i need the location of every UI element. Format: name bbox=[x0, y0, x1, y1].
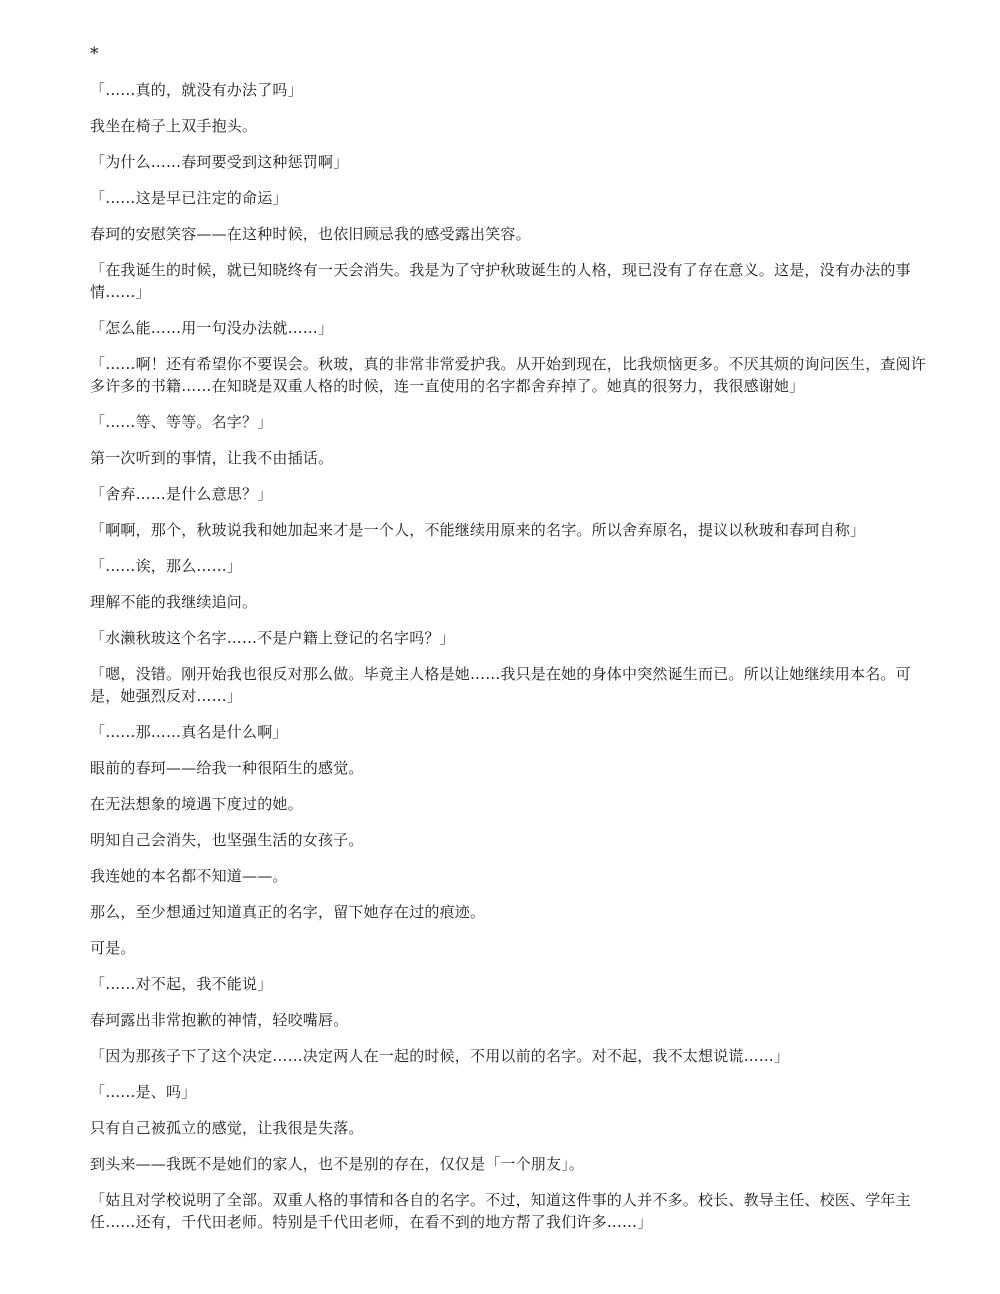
paragraph: 可是。 bbox=[90, 939, 136, 957]
paragraph: 在无法想象的境遇下度过的她。 bbox=[90, 795, 303, 813]
paragraph: 「……等、等等。名字？」 bbox=[90, 413, 273, 431]
paragraph: 「姑且对学校说明了全部。双重人格的事情和各自的名字。不过，知道这件事的人并不多。校长、教导主任、校医、学年主任……还有，千代田老师。特别是千代田老师，在看不到的地方帮了我们许多……」 bbox=[90, 1191, 911, 1231]
paragraph: 那么，至少想通过知道真正的名字，留下她存在过的痕迹。 bbox=[90, 903, 486, 921]
paragraph: 「舍弃……是什么意思？」 bbox=[90, 485, 273, 503]
paragraph: 眼前的春珂——给我一种很陌生的感觉。 bbox=[90, 759, 364, 777]
paragraph: 「水濑秋玻这个名字……不是户籍上登记的名字吗？」 bbox=[90, 629, 455, 647]
paragraph: 明知自己会消失，也坚强生活的女孩子。 bbox=[90, 831, 364, 849]
paragraph: 只有自己被孤立的感觉，让我很是失落。 bbox=[90, 1119, 364, 1137]
paragraph: 春珂的安慰笑容——在这种时候，也依旧顾忌我的感受露出笑容。 bbox=[90, 225, 531, 243]
section-separator: * bbox=[90, 44, 99, 64]
paragraph: 春珂露出非常抱歉的神情，轻咬嘴唇。 bbox=[90, 1011, 349, 1029]
paragraph: 「啊啊，那个，秋玻说我和她加起来才是一个人，不能继续用原来的名字。所以舍弃原名，提议以秋玻和春珂自称」 bbox=[90, 521, 866, 539]
paragraph: 「嗯，没错。刚开始我也很反对那么做。毕竟主人格是她……我只是在她的身体中突然诞生而已。所以让她继续用本名。可是，她强烈反对……」 bbox=[90, 665, 911, 705]
paragraph: 「为什么……春珂要受到这种惩罚啊」 bbox=[90, 153, 349, 171]
paragraph: 理解不能的我继续追问。 bbox=[90, 593, 258, 611]
paragraph: 「……对不起，我不能说」 bbox=[90, 975, 273, 993]
paragraph: 我坐在椅子上双手抱头。 bbox=[90, 117, 258, 135]
paragraph: 「……真的，就没有办法了吗」 bbox=[90, 81, 303, 99]
paragraph: 「……那……真名是什么啊」 bbox=[90, 723, 288, 741]
paragraph: 「怎么能……用一句没办法就……」 bbox=[90, 319, 334, 337]
paragraph: 「在我诞生的时候，就已知晓终有一天会消失。我是为了守护秋玻诞生的人格，现已没有了存在意义。这是，没有办法的事情……」 bbox=[90, 261, 911, 301]
paragraph: 到头来——我既不是她们的家人，也不是别的存在，仅仅是「一个朋友」。 bbox=[90, 1155, 585, 1173]
paragraph: 我连她的本名都不知道——。 bbox=[90, 867, 288, 885]
paragraph: 「因为那孩子下了这个决定……决定两人在一起的时候，不用以前的名字。对不起，我不太想说谎……」 bbox=[90, 1047, 790, 1065]
paragraph: 第一次听到的事情，让我不由插话。 bbox=[90, 449, 334, 467]
paragraph: 「……诶，那么……」 bbox=[90, 557, 243, 575]
paragraph: 「……是、吗」 bbox=[90, 1083, 197, 1101]
paragraph: 「……啊！还有希望你不要误会。秋玻，真的非常非常爱护我。从开始到现在，比我烦恼更多。不厌其烦的询问医生，查阅许多许多的书籍……在知晓是双重人格的时候，连一直使用的名字都舍弃掉了。她真的很努力，我很感谢她」 bbox=[90, 355, 927, 395]
paragraph: 「……这是早已注定的命运」 bbox=[90, 189, 288, 207]
